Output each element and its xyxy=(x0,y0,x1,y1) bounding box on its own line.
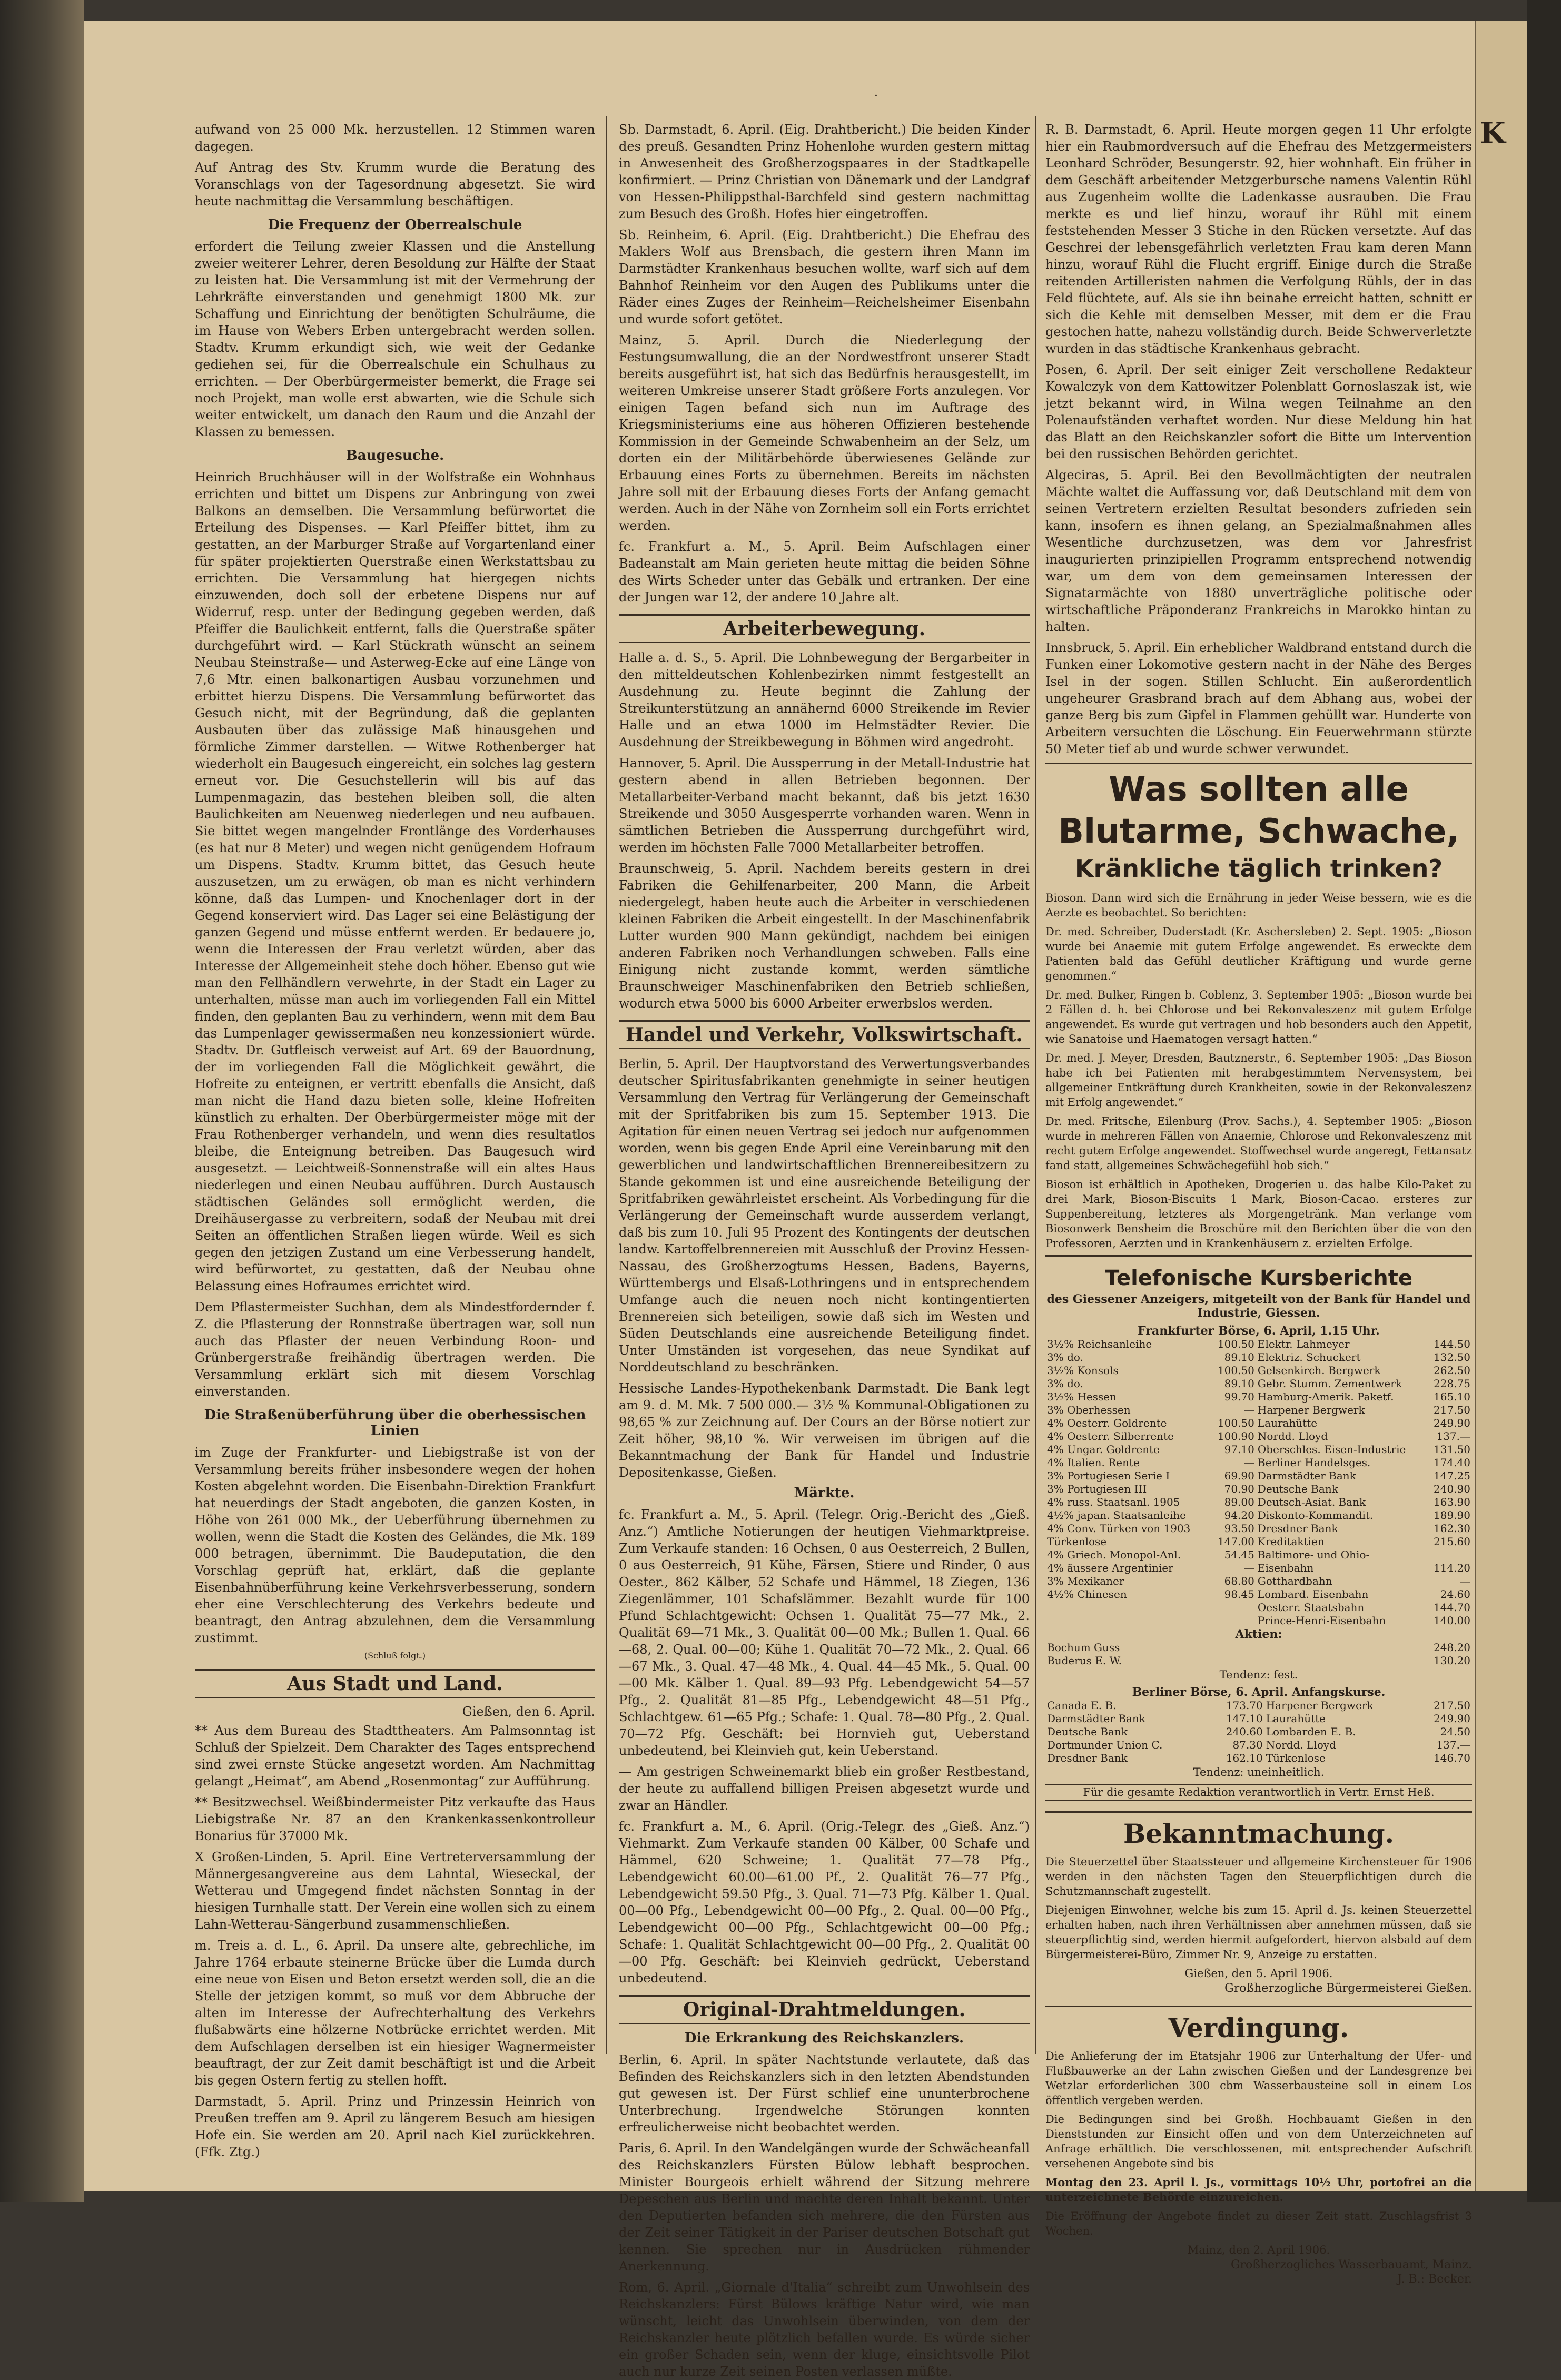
subheading: Die Erkrankung des Reichskanzlers. xyxy=(684,2030,964,2046)
subheading: Die Frequenz der Oberrealschule xyxy=(268,217,522,233)
table-row xyxy=(1045,1548,1472,1562)
table-cell: 4% Conv. Türken von 1903 xyxy=(1047,1522,1191,1535)
article-text: Dem Pflastermeister Suchhan, dem als Mindestfordernder f. Z. die Pflasterung der Ronnstraße übertragen war, soll nun auch das Pflaster der neuen Verbindung Roon- und Grünbergerstraße freihändig übertragen werden. Die Versammlung erklärt sich mit diesem Vorschlag einverstanden. xyxy=(195,1300,595,1399)
table-cell: 217.50 xyxy=(1434,1404,1470,1416)
table-cell: Canada E. B. xyxy=(1047,1699,1117,1712)
announcement-signature: Großherzogliche Bürgermeisterei Gießen. xyxy=(1224,1982,1472,1995)
table-cell: Berliner Handelsges. xyxy=(1257,1456,1371,1469)
tender-text: Die Bedingungen sind bei Großh. Hochbauamt Gießen in den Dienststunden zur Einsicht offen und von dem Unterzeichneten auf Anfrage erhältlich. Die verschlossenen, mit entsprechender Aufschrift versehenen Angebote sind bis xyxy=(1045,2113,1472,2170)
table-cell: 87.30 xyxy=(1232,1739,1263,1751)
table-row xyxy=(1045,1469,1472,1483)
table-row xyxy=(1045,1417,1472,1430)
table-cell: 147.10 xyxy=(1226,1712,1263,1725)
table-cell: 217.50 xyxy=(1434,1699,1470,1712)
table-cell: 4% Oesterr. Silberrente xyxy=(1047,1430,1174,1443)
table-row xyxy=(1045,1654,1472,1667)
subheading: Baugesuche. xyxy=(345,448,444,463)
table-cell: Lombard. Eisenbahn xyxy=(1257,1588,1369,1601)
table-row xyxy=(1045,1377,1472,1390)
table-cell: 147.00 xyxy=(1217,1535,1254,1548)
shares-table xyxy=(1045,1641,1472,1667)
table-row xyxy=(1045,1614,1472,1627)
table-row xyxy=(1045,1483,1472,1496)
table-row xyxy=(1045,1364,1472,1377)
table-cell: Nordd. Lloyd xyxy=(1266,1739,1336,1751)
column-rule xyxy=(606,116,607,2054)
table-cell: Laurahütte xyxy=(1257,1417,1318,1429)
table-cell: Darmstädter Bank xyxy=(1047,1712,1145,1725)
article-text: Halle a. d. S., 5. April. Die Lohnbewegung der Bergarbeiter in den mitteldeutschen Kohlenbezirken nimmt festgestellt an Ausdehnung zu. Heute beginnt die Zahlung der Streikunterstützung an annähernd 6000 Streikende im Revier Halle und an etwa 1000 im Helmstädter Revier. Die Ausdehnung der Streikbewegung in Böhmen wird angedroht. xyxy=(619,650,1030,749)
table-row xyxy=(1045,1338,1472,1351)
adjacent-page-letter: K xyxy=(1480,116,1506,151)
article-text: X Großen-Linden, 5. April. Eine Vertreterversammlung der Männergesangvereine aus dem Lahntal, Wieseckal, der Wetterau und Umgegend findet nächsten Sonntag in der hiesigen Turnhalle statt. Der Verein eine wollen sich zu einem Lahn-Wetterau-Sängerbund zusammenschließen. xyxy=(195,1850,595,1932)
table-cell: 137.— xyxy=(1436,1430,1470,1443)
article-text: Mainz, 5. April. Durch die Niederlegung der Festungsumwallung, die an der Nordwestfront unserer Stadt bereits ausgeführt ist, hat sich das Bedürfnis herausgestellt, im weiteren Umkreise unserer Stadt größere Forts anzulegen. Vor einigen Tagen befand sich nun im Auftrage des Kriegsministeriums eine aus höheren Offizieren bestehende Kommission in der Gemeinde Schwabenheim an der Selz, um dorten ein der Militärbehörde überwiesenes Gelände zur Erbauung eines Forts zu übernehmen. Bereits im nächsten Jahre soll mit der Erbauung dieses Forts der Anfang gemacht werden. Auch in der Nähe von Zornheim soll ein Forts errichtet werden. xyxy=(619,333,1030,533)
table-cell: Türkenlose xyxy=(1047,1535,1107,1548)
table-cell: 163.90 xyxy=(1434,1496,1470,1508)
article-text: Darmstadt, 5. April. Prinz und Prinzessin Heinrich von Preußen treffen am 9. April zu längerem Besuch am hiesigen Hofe ein. Sie werden am 20. April nach Kiel zurückkehren. (Ffk. Ztg.) xyxy=(195,2094,595,2159)
table-cell: 215.60 xyxy=(1434,1535,1470,1548)
table-row xyxy=(1045,1522,1472,1535)
table-cell: 130.20 xyxy=(1434,1654,1470,1667)
ad-subtitle: Kränkliche täglich trinken? xyxy=(1074,854,1443,883)
table-row xyxy=(1045,1496,1472,1509)
table-cell: Harpener Bergwerk xyxy=(1266,1699,1374,1712)
table-cell: 100.50 xyxy=(1217,1338,1254,1350)
ad-testimonial: Dr. med. J. Meyer, Dresden, Bautznerstr., 6. September 1905: „Das Bioson habe ich bei Patienten mit herabgestimmtem Nervensystem, bei allgemeiner Entkräftung durch Krankheiten, sowie in der Rekonvaleszenz mit Erfolg angewendet.“ xyxy=(1045,1052,1472,1109)
table-cell: Prince-Henri-Eisenbahn xyxy=(1257,1614,1386,1627)
table-cell: 249.90 xyxy=(1434,1417,1470,1429)
table-cell: 147.25 xyxy=(1434,1469,1470,1482)
stock-report-title: Telefonische Kursberichte xyxy=(1104,1266,1412,1290)
subheading: Märkte. xyxy=(794,1485,855,1501)
table-cell: 3½% Konsols xyxy=(1047,1364,1119,1377)
table-cell: 114.20 xyxy=(1434,1562,1470,1574)
table-row xyxy=(1045,1725,1472,1739)
article-text: Braunschweig, 5. April. Nachdem bereits gestern in drei Fabriken die Gehilfenarbeiter, 200 Mann, die Arbeit niedergelegt, haben heute auch die Arbeiter in verschiedenen kleinen Fabriken die Arbeit eingestellt. In der Maschinenfabrik Lutter wurden 900 Mann gekündigt, nachdem bei einigen anderen Fabriken noch Verhandlungen schweben. Falls eine Einigung nicht zustande kommt, werden sämtliche Braunschweiger Maschinenfabriken den Betrieb schließen, wodurch etwa 5000 bis 6000 Arbeiter erwerbslos werden. xyxy=(619,861,1030,1011)
table-cell: Eisenbahn xyxy=(1257,1562,1314,1574)
ad-text: Bioson ist erhältlich in Apotheken, Drogerien u. das halbe Kilo-Paket zu drei Mark, Bioson-Biscuits 1 Mark, Bioson-Cacao. ersteres zur Suppenbereitung, letzteres als Morgengetränk. Man verlange vom Biosonwerk Bensheim die Broschüre mit den Berichten über die von den Professoren, Aerzten und in Krankenhäusern z. erzielten Erfolge. xyxy=(1045,1178,1472,1250)
section-heading: Arbeiterbewegung. xyxy=(619,614,1030,643)
article-text: aufwand von 25 000 Mk. herzustellen. 12 Stimmen waren dagegen. xyxy=(195,122,595,154)
table-cell xyxy=(1427,1548,1472,1562)
adjacent-page-strip xyxy=(1475,21,1528,2191)
table-cell: Bochum Guss xyxy=(1047,1641,1120,1654)
table-cell: Hamburg-Amerik. Paketf. xyxy=(1257,1390,1394,1403)
table-cell: Laurahütte xyxy=(1266,1712,1326,1725)
table-cell: 89.00 xyxy=(1224,1496,1254,1508)
stock-report-subtitle: des Giessener Anzeigers, mitgeteilt von der Bank für Handel und Industrie, Giessen. xyxy=(1046,1292,1471,1320)
table-cell: 100.50 xyxy=(1217,1364,1254,1377)
table-cell: Darmstädter Bank xyxy=(1257,1469,1356,1482)
table-cell: Türkenlose xyxy=(1266,1752,1326,1764)
table-cell: 3% do. xyxy=(1047,1351,1083,1364)
table-row xyxy=(1045,1588,1472,1601)
article-text: — Am gestrigen Schweinemarkt blieb ein großer Restbestand, der heute zu auffallend billigen Preisen abgesetzt wurde und zwar an Händler. xyxy=(619,1764,1030,1813)
table-row xyxy=(1045,1712,1472,1725)
table-cell: 3% Portugiesen Serie I xyxy=(1047,1469,1170,1482)
table-cell: Diskonto-Kommandit. xyxy=(1257,1509,1374,1522)
ad-testimonial: Dr. med. Schreiber, Duderstadt (Kr. Aschersleben) 2. Sept. 1905: „Bioson wurde bei Anaemie mit gutem Erfolge angewendet. Es erweckte dem Patienten bald das Gefühl deutlicher Kräftigung und wurde gerne genommen.“ xyxy=(1045,925,1472,982)
table-cell: 131.50 xyxy=(1434,1443,1470,1456)
table-cell: 228.75 xyxy=(1434,1377,1470,1390)
table-cell: Elektr. Lahmeyer xyxy=(1257,1338,1350,1350)
continued-note: (Schluß folgt.) xyxy=(364,1651,426,1661)
ad-text: Bioson. Dann wird sich die Ernährung in jeder Weise bessern, wie es die Aerzte es beobachtet. So berichten: xyxy=(1045,892,1472,919)
table-cell: 262.50 xyxy=(1434,1364,1470,1377)
table-cell: 4% äussere Argentinier xyxy=(1047,1562,1173,1574)
section-heading: Aus Stadt und Land. xyxy=(195,1669,595,1698)
table-cell: 4% Italien. Rente xyxy=(1047,1456,1140,1469)
article-text: Berlin, 5. April. Der Hauptvorstand des Verwertungsverbandes deutscher Spiritusfabrikanten genehmigte in seiner heutigen Versammlung den Vertrag für Verlängerung der Gemeinschaft mit der Spritfabriken bis zum 15. September 1913. Die Agitation für einen neuen Vertrag sei jedoch nur aufgenommen worden, wenn bis gegen Ende April eine Vereinbarung mit den gewerblichen und landwirtschaftlichen Brennereibesitzern zu Stande gekommen ist und eine ausreichende Beteiligung der Spritfabriken gewährleistet erscheint. Als Vorbedingung für die Verlängerung der Gemeinschaft wurde ausserdem verlangt, daß bis zum 10. Juli 95 Prozent des Kontingents der deutschen landw. Kartoffelbrennereien mit Ausschluß der Provinz Hessen-Nassau, des Großherzogtums Hessen, Badens, Bayerns, Württembergs und Elsaß-Lothringens und in entsprechendem Umfange auch die neuen noch nicht kontingentierten Brennereien sich beteiligen, sowie daß sich im Westen und Süden Deutschlands eine ausreichende Beteiligung findet. Unter Umständen ist vorgesehen, das neue Syndikat auf Norddeutschland zu beschränken. xyxy=(619,1056,1030,1375)
table-row xyxy=(1045,1752,1472,1765)
table-cell: 100.90 xyxy=(1217,1430,1254,1443)
table-cell: 249.90 xyxy=(1434,1712,1470,1725)
table-row xyxy=(1045,1535,1472,1548)
page-fold-shadow xyxy=(0,0,84,2202)
table-cell: 173.70 xyxy=(1226,1699,1263,1712)
table-cell: 3% Oberhessen xyxy=(1047,1404,1131,1416)
announcement-date: Gießen, den 5. April 1906. xyxy=(1184,1967,1333,1980)
table-cell: 4% Ungar. Goldrente xyxy=(1047,1443,1160,1456)
tender-title: Verdingung. xyxy=(1045,2006,1472,2043)
frankfurt-exchange-heading: Frankfurter Börse, 6. April, 1.15 Uhr. xyxy=(1138,1324,1380,1338)
table-cell: 24.60 xyxy=(1440,1588,1470,1601)
table-cell: 144.70 xyxy=(1434,1601,1470,1614)
table-row xyxy=(1045,1575,1472,1588)
table-cell: 3% Mexikaner xyxy=(1047,1575,1124,1587)
table-cell: 89.10 xyxy=(1224,1351,1254,1364)
table-cell xyxy=(1045,1614,1211,1627)
table-cell xyxy=(1045,1601,1211,1614)
table-cell: Dresdner Bank xyxy=(1047,1752,1128,1764)
table-cell: — xyxy=(1460,1575,1470,1587)
ad-title: Was sollten alle Blutarme, Schwache, xyxy=(1058,770,1459,851)
article-text: Algeciras, 5. April. Bei den Bevollmächtigten der neutralen Mächte waltet die Auffassung vor, daß Deutschland mit dem von seinen Vertretern erzielten Resultat besonders zufrieden sein kann, insofern es ihnen gelang, an Spezialmaßnahmen alles Wesentliche durchzusetzen, was dem vor Jahresfrist inaugurierten prinzipiellen Programm entsprechend notwendig war, um dem von dem gemeinsamen Interessen der Signatarmächte von 1880 unverträgliche politische oder wirtschaftliche Präponderanz Frankreichs in Marokko hintan zu halten. xyxy=(1045,468,1472,634)
table-cell: Dresdner Bank xyxy=(1257,1522,1338,1535)
table-cell: Nordd. Lloyd xyxy=(1257,1430,1328,1443)
article-text: Hessische Landes-Hypothekenbank Darmstadt. Die Bank legt am 9. d. M. Mk. 7 500 000.— 3½ % Kommunal-Obligationen zu 98,65 % zur Zeichnung auf. Der Cours an der Börse notiert zur Zeit höher, 98,10 %. Wir verweisen im übrigen auf die Bekanntmachung der Bank für Handel und Industrie Depositenkasse, Gießen. xyxy=(619,1381,1030,1480)
table-cell: — xyxy=(1243,1404,1254,1416)
table-cell: Kreditaktien xyxy=(1257,1535,1325,1548)
table-cell: Gelsenkirch. Bergwerk xyxy=(1257,1364,1381,1377)
ad-testimonial: Dr. med. Fritsche, Eilenburg (Prov. Sachs.), 4. September 1905: „Bioson wurde in mehreren Fällen von Anaemie, Chlorose und Rekonvaleszenz mit recht gutem Erfolge angewendet. Stoffwechsel wurde angeregt, Fettansatz fand statt, allgemeines Schwächegefühl hob sich.“ xyxy=(1045,1115,1472,1172)
table-cell: Harpener Bergwerk xyxy=(1257,1404,1365,1416)
table-row xyxy=(1045,1404,1472,1417)
article-text: m. Treis a. d. L., 6. April. Da unsere alte, gebrechliche, im Jahre 1764 erbaute steinerne Brücke über die Lumda durch eine neue von Eisen und Beton ersetzt werden soll, die an die Stelle der jetzigen kommt, so muß vor dem Abbruche der alten im Interesse der Aufrechterhaltung des Verkehrs flußabwärts eine hölzerne Notbrücke errichtet werden. Mit dem Aufschlagen derselben ist ein hiesiger Wagnermeister beauftragt, der zur Zeit damit beschäftigt ist und die Arbeit bis gegen Ostern fertig zu stellen hofft. xyxy=(195,1938,595,2088)
announcement-title: Bekanntmachung. xyxy=(1045,1811,1472,1849)
page-marker: · xyxy=(874,90,878,103)
article-text: Posen, 6. April. Der seit einiger Zeit verschollene Redakteur Kowalczyk von dem Kattowitzer Polenblatt Gornoslaszak ist, wie jetzt bekannt wird, in Wilna wegen Teilnahme an den Polenaufständen verhaftet worden. Nur diese Meldung hin hat das Blatt an den Reichskanzler sofort die Bitte um Intervention bei den russischen Behörden gerichtet. xyxy=(1045,362,1472,461)
ad-testimonial: Dr. med. Bulker, Ringen b. Coblenz, 3. September 1905: „Bioson wurde bei 2 Fällen d. h. bei Chlorose und bei Rekonvaleszenz mit gutem Erfolge angewendet. Es wurde gut vertragen und hob besonders auch den Appetit, wie Sanatoise und Haematogen versagt hatten.“ xyxy=(1045,989,1472,1045)
market-tendency: Tendenz: fest. xyxy=(1219,1668,1298,1681)
table-row xyxy=(1045,1509,1472,1522)
article-text: fc. Frankfurt a. M., 6. April. (Orig.-Telegr. des „Gieß. Anz.“) Viehmarkt. Zum Verkaufe standen 00 Kälber, 00 Schafe und Hämmel, 620 Schweine; 1. Qualität 77—78 Pfg., Lebendgewicht 60.00—61.00 Pf., 2. Qualität 76—77 Pfg., Lebendgewicht 59.50 Pfg., 3. Qual. 71—73 Pfg. Kälber 1. Qual. 00—00 Pfg., Lebendgewicht 00—00 Pfg., 2. Qual. 00—00 Pfg., Lebendgewicht 00—00 Pfg., Schlachtgewicht 00—00 Pfg.; Schafe: 1. Qualität Schlachtgewicht 00—00 Pfg., 2. Qualität 00—00 Pfg. Geschäft: bei Kleinvieh gedrückt, Ueberstand unbedeutend. xyxy=(619,1819,1030,1986)
table-cell: Deutsche Bank xyxy=(1257,1483,1338,1495)
table-cell: 4½% Chinesen xyxy=(1047,1588,1127,1601)
article-text: Rom, 6. April. „Giornale d'Italia“ schreibt zum Unwohlsein des Reichskanzlers: Fürst Bülows kräftige Natur wird, wie man wünscht, leicht das Unwohlsein überwinden, von dem der Reichskanzler heute plötzlich befallen wurde. Es würde sicher ein großer Schaden sein, wenn der kluge, einsichtsvolle Pilot auch nur kurze Zeit seinen Posten verlassen müßte. xyxy=(619,2280,1030,2379)
table-cell: 240.90 xyxy=(1434,1483,1470,1495)
table-cell: Elektriz. Schuckert xyxy=(1257,1351,1361,1364)
table-row xyxy=(1045,1351,1472,1364)
column-2 xyxy=(619,121,1030,2379)
table-cell: 4% Griech. Monopol-Anl. xyxy=(1047,1548,1181,1561)
tender-text: Die Anlieferung der im Etatsjahr 1906 zur Unterhaltung der Ufer- und Flußbauwerke an der Lahn zwischen Gießen und der Landesgrenze bei Wetzlar erforderlichen 300 cbm Wasserbausteine soll in einem Los öffentlich vergeben werden. xyxy=(1045,2050,1472,2107)
table-cell: 3½% Reichsanleihe xyxy=(1047,1338,1152,1350)
table-cell: Baltimore- und Ohio- xyxy=(1257,1548,1370,1561)
table-row xyxy=(1045,1641,1472,1654)
article-text: im Zuge der Frankfurter- und Liebigstraße ist von der Versammlung bereits früher insbesondere wegen der hohen Kosten abgelehnt worden. Die Eisenbahn-Direktion Frankfurt hat neuerdings der Stadt angeboten, die ganzen Kosten, in Höhe von 261 000 Mk., der Ueberführung übernehmen zu wollen, wenn die Stadt die Kosten des Geländes, die Mk. 189 000 betragen, übernimmt. Die Baudeputation, die den Vorschlag geprüft hat, erklärt, daß die geplante Eisenbahnüberführung keine Verkehrsverbesserung, sondern eher eine Verschlechterung des Verkehrs bedeute und beantragt, den Antrag abzulehnen, dem die Versammlung zustimmt. xyxy=(195,1445,595,1645)
table-cell: 3½% Hessen xyxy=(1047,1390,1117,1403)
table-cell: Gebr. Stumm. Zementwerk xyxy=(1257,1377,1402,1390)
column-3 xyxy=(1045,121,1472,2286)
table-cell: Lombarden E. B. xyxy=(1266,1725,1356,1738)
article-text: ** Aus dem Bureau des Stadttheaters. Am Palmsonntag ist Schluß der Spielzeit. Dem Charakter des Tages entsprechend sind zwei ernste Stücke angesetzt worden. Am Nachmittag gelangt „Heimat“, am Abend „Rosenmontag“ zur Aufführung. xyxy=(195,1723,595,1789)
table-cell: Dortmunder Union C. xyxy=(1047,1739,1163,1751)
table-cell: 54.45 xyxy=(1224,1548,1254,1561)
tender-date: Mainz, den 2. April 1906. xyxy=(1187,2244,1330,2256)
article-text: Paris, 6. April. In den Wandelgängen wurde der Schwächeanfall des Reichskanzlers Fürsten Bülow lebhaft besprochen. Minister Bourgeois erhielt während der Sitzung mehrere Depeschen aus Berlin und machte deren Inhalt bekannt. Unter den Deputierten befanden sich mehrere, die den Fürsten aus der Zeit seiner Tätigkeit in der Pariser deutschen Botschaft gut kennen. Sie sprechen nur in Ausdrücken rühmender Anerkennung. xyxy=(619,2141,1030,2274)
section-heading: Handel und Verkehr, Volkswirtschaft. xyxy=(619,1020,1030,1049)
announcement-text: Diejenigen Einwohner, welche bis zum 15. April d. Js. keinen Steuerzettel erhalten haben, nach ihren Verhältnissen aber annehmen müssen, daß sie steuerpflichtig sind, werden hiermit aufgefordert, hiervon alsbald auf dem Bürgermeisterei-Büro, Zimmer Nr. 9, Anzeige zu erstatten. xyxy=(1045,1904,1472,1961)
column-1 xyxy=(195,121,595,2159)
table-cell: 174.40 xyxy=(1434,1456,1470,1469)
table-row xyxy=(1045,1443,1472,1456)
table-cell: 165.10 xyxy=(1434,1390,1470,1403)
article-text: ** Besitzwechsel. Weißbindermeister Pitz verkaufte das Haus Liebigstraße Nr. 87 an den Krankenkassenkontrolleur Bonarius für 37000 Mk. xyxy=(195,1795,595,1843)
table-cell: Oesterr. Staatsbahn xyxy=(1257,1601,1365,1614)
table-cell: 70.90 xyxy=(1224,1483,1254,1495)
article-text: Innsbruck, 5. April. Ein erheblicher Waldbrand entstand durch die Funken einer Lokomotive gestern nacht in der Nähe des Berges Isel in der sogen. Stillen Schlucht. Ein außerordentlich ungeheurer Grasbrand brach auf dem Abhang aus, wobei der ganze Berg bis zum Gipfel in Flammen gehüllt war. Hunderte von Arbeitern versuchten die Löschung. Ein Feuerwehrmann stürzte 50 Meter tief ab und wurde schwer verwundet. xyxy=(1045,640,1472,756)
table-cell: — xyxy=(1243,1562,1254,1574)
table-cell: 94.20 xyxy=(1224,1509,1254,1522)
table-row xyxy=(1045,1739,1472,1752)
table-cell: 24.50 xyxy=(1440,1725,1470,1738)
article-text: fc. Frankfurt a. M., 5. April. Beim Aufschlagen einer Badeanstalt am Main gerieten heute mittag die beiden Söhne des Wirts Scheder unter das Gebälk und ertranken. Der eine der Jungen war 12, der andere 10 Jahre alt. xyxy=(619,539,1030,605)
subheading: Die Straßenüberführung über die oberhessischen Linien xyxy=(204,1407,586,1439)
table-row xyxy=(1045,1601,1472,1614)
table-cell: 248.20 xyxy=(1434,1641,1470,1654)
section-heading: Original-Drahtmeldungen. xyxy=(619,1995,1030,2024)
table-row xyxy=(1045,1456,1472,1469)
table-cell: Deutsche Bank xyxy=(1047,1725,1128,1738)
announcement-text: Die Steuerzettel über Staatssteuer und allgemeine Kirchensteuer für 1906 werden in den nächsten Tagen den Steuerpflichtigen durch die Schutzmannschaft zugestellt. xyxy=(1045,1855,1472,1898)
table-cell: — xyxy=(1243,1456,1254,1469)
table-cell: 97.10 xyxy=(1224,1443,1254,1456)
shares-heading: Aktien: xyxy=(1235,1627,1282,1641)
article-text: Auf Antrag des Stv. Krumm wurde die Beratung des Voranschlags von der Tagesordnung abgesetzt. Sie wird heute nachmittag die Versammlung beschäftigen. xyxy=(195,160,595,209)
tender-text: Die Eröffnung der Angebote findet zu dieser Zeit statt. Zuschlagsfrist 3 Wochen. xyxy=(1045,2210,1472,2237)
table-cell xyxy=(1211,1614,1256,1627)
article-text: Hannover, 5. April. Die Aussperrung in der Metall-Industrie hat gestern abend in allen Betrieben begonnen. Der Metallarbeiter-Verband macht bekannt, daß bis jetzt 1630 Streikende und 3050 Ausgesperrte vorhanden waren. Wenn in sämtlichen Betrieben die Aussperrung durchgeführt wird, werden im höchsten Falle 7000 Metallarbeiter betroffen. xyxy=(619,756,1030,855)
table-cell: 137.— xyxy=(1436,1739,1470,1751)
table-cell: 240.60 xyxy=(1226,1725,1263,1738)
table-cell: Oberschles. Eisen-Industrie xyxy=(1257,1443,1406,1456)
table-cell: 100.50 xyxy=(1217,1417,1254,1429)
table-cell: 89.10 xyxy=(1224,1377,1254,1390)
scan-edge xyxy=(1527,0,1561,2202)
tender-signature: J. B.: Becker. xyxy=(1397,2273,1472,2286)
editorial-responsibility: Für die gesamte Redaktion verantwortlich in Vertr. Ernst Heß. xyxy=(1045,1784,1472,1801)
table-row xyxy=(1045,1390,1472,1404)
dateline: Gießen, den 6. April. xyxy=(462,1704,595,1719)
market-tendency: Tendenz: uneinheitlich. xyxy=(1193,1766,1325,1779)
table-cell: 98.45 xyxy=(1224,1588,1254,1601)
article-text: Sb. Darmstadt, 6. April. (Eig. Drahtbericht.) Die beiden Kinder des preuß. Gesandten Prinz Hohenlohe wurden gestern mittag in Anwesenheit des Großherzogspaares in der Stadtkapelle konfirmiert. — Prinz Christian von Dänemark und der Landgraf von Hessen-Philippsthal-Barchfeld sind gestern nachmittag zum Besuch des Großh. Hofes hier eingetroffen. xyxy=(619,122,1030,221)
berlin-exchange-heading: Berliner Börse, 6. April. Anfangskurse. xyxy=(1132,1685,1386,1699)
article-text: Sb. Reinheim, 6. April. (Eig. Drahtbericht.) Die Ehefrau des Maklers Wolf aus Brensbach, die gestern ihren Mann im Darmstädter Krankenhaus besuchen wollte, warf sich auf dem Bahnhof Reinheim vor den Augen des Publikums unter die Räder eines Zuges der Reinheim—Reichelsheimer Eisenbahn und wurde sofort getötet. xyxy=(619,228,1030,327)
frankfurt-exchange-table xyxy=(1045,1338,1472,1627)
table-cell: 162.10 xyxy=(1226,1752,1263,1764)
table-cell: 4% Oesterr. Goldrente xyxy=(1047,1417,1167,1429)
table-cell: 4½% japan. Staatsanleihe xyxy=(1047,1509,1186,1522)
table-cell: Buderus E. W. xyxy=(1047,1654,1122,1667)
table-cell: 189.90 xyxy=(1434,1509,1470,1522)
table-cell: 4% russ. Staatsanl. 1905 xyxy=(1047,1496,1180,1508)
table-cell: 140.00 xyxy=(1434,1614,1470,1627)
article-text: Berlin, 6. April. In später Nachtstunde verlautete, daß das Befinden des Reichskanzlers sich in den letzten Abendstunden gut gewesen ist. Der Fürst schlief eine ununterbrochene Unterbrechung. Irgendwelche Störungen konnten erfreulicherweise nicht beobachtet werden. xyxy=(619,2052,1030,2135)
table-cell: 146.70 xyxy=(1434,1752,1470,1764)
article-text: fc. Frankfurt a. M., 5. April. (Telegr. Orig.-Bericht des „Gieß. Anz.“) Amtliche Notierungen der heutigen Viehmarktpreise. Zum Verkaufe standen: 16 Ochsen, 0 aus Oesterreich, 2 Bullen, 0 aus Oesterreich, 91 Kühe, Färsen, Stiere und Rinder, 0 aus Oester., 862 Kälber, 52 Schafe und Hämmel, 18 Ziegen, 136 Ziegenlämmer, 101 Schafslämmer. Bezahlt wurde für 100 Pfund Schlachtgewicht: Ochsen 1. Qualität 75—77 Mk., 2. Qualität 69—71 Mk., 3. Qualität 00—00 Mk.; Bullen 1. Qual. 66—68, 2. Qual. 00—00; Kühe 1. Qualität 70—72 Mk., 2. Qual. 66—67 Mk., 3. Qual. 47—48 Mk., 4. Qual. 44—45 Mk., 5. Qual. 00—00 Mk. Kälber 1. Qual. 89—93 Pfg. Lebendgewicht 54—57 Pfg., 2. Qualität 81—85 Pfg., Lebendgewicht 48—51 Pfg., Schlachtgew. 61—65 Pfg.; Schafe: 1. Qual. 78—80 Pfg., 2. Qual. 70—72 Pfg. Geschäft: bei Hornvieh gut, Ueberstand unbedeutend, bei Kleinvieh gut, kein Ueberstand. xyxy=(619,1507,1030,1758)
table-cell: 162.30 xyxy=(1434,1522,1470,1535)
table-cell: 93.50 xyxy=(1224,1522,1254,1535)
table-row xyxy=(1045,1562,1472,1575)
table-row xyxy=(1045,1699,1472,1712)
table-cell: 3% do. xyxy=(1047,1377,1083,1390)
article-text: R. B. Darmstadt, 6. April. Heute morgen gegen 11 Uhr erfolgte hier ein Raubmordversuch auf die Ehefrau des Metzgermeisters Leonhard Schröder, Besungerstr. 92, hier wohnhaft. Ein früher in dem Geschäft arbeitender Metzgerbursche namens Valentin Rühl aus Zugenheim wollte die Ladenkasse ausrauben. Die Frau merkte es und lief hinzu, worauf ihr Rühl mit einem feststehenden Messer 3 Stiche in den Rücken versetzte. Auf das Geschrei der lebensgefährlich verletzten Frau kam deren Mann hinzu, worauf Rühl die Flucht ergriff. Einige durch die Straße reitenden Artilleristen nahmen die Verfolgung Rühls, der in das Feld flüchtete, auf. Als sie ihn beinahe erreicht hatten, schnitt er sich die Kehle mit demselben Messer, mit dem er die Frau gestochen hatte, nahezu vollständig durch. Beide Schwerverletzte wurden in das städtische Krankenhaus gebracht. xyxy=(1045,122,1472,356)
tender-deadline: Montag den 23. April l. Js., vormittags 10½ Uhr, portofrei an die unterzeichnete Behörde einzureichen. xyxy=(1045,2176,1472,2204)
table-cell xyxy=(1211,1601,1256,1614)
berlin-exchange-table xyxy=(1045,1699,1472,1765)
tender-signature: Großherzogliches Wasserbauamt, Mainz. xyxy=(1230,2258,1472,2272)
table-cell: 69.90 xyxy=(1224,1469,1254,1482)
table-cell: 132.50 xyxy=(1434,1351,1470,1364)
table-cell: Deutsch-Asiat. Bank xyxy=(1257,1496,1366,1508)
table-cell: 99.70 xyxy=(1224,1390,1254,1403)
article-text: Heinrich Bruchhäuser will in der Wolfstraße ein Wohnhaus errichten und bittet um Dispens zur Anbringung von zwei Balkons an demselben. Die Versammlung befürwortet die Erteilung des Dispenses. — Karl Pfeiffer bittet, ihm zu gestatten, an der Marburger Straße auf Vorgartenland einer für später projektierten Querstraße einen Werkstattsbau zu errichten. Die Versammlung hat hiergegen nichts einzuwenden, doch soll der erbetene Dispens nur auf Widerruf, resp. unter der Bedingung gegeben werden, daß Pfeiffer die Baulichkeit entfernt, falls die Querstraße später durchgeführt wird. — Karl Stückrath wünscht an seinem Neubau Steinstraße— und Asterweg-Ecke auf eine Länge von 7,6 Mtr. einen balkonartigen Ausbau vorzunehmen und erbittet hierzu Dispens. Die Versammlung befürwortet das Gesuch nicht, mit der Begründung, daß die geplanten Ausbauten über das zulässige Maß hinausgehen und förmliche Zimmer darstellen. — Witwe Rothenberger hat wiederholt ein Baugesuch eingereicht, ein solches lag gestern erneut vor. Die Gesuchstellerin will bis auf das Lumpenmagazin, das bestehen bleiben soll, die alten Baulichkeiten am Neuenweg niederlegen und neu aufbauen. Sie bittet wegen mangelnder Frontlänge des Vorderhauses (es hat nur 8 Meter) und wegen nicht genügendem Hofraum um Dispens. Stadtv. Krumm bittet, das Gesuch heute auszusetzen, um zu erwägen, ob man es nicht verhindern könne, daß das Lumpen- und Knochenlager dort in der Gegend konserviert wird. Das Lager sei eine Belästigung der ganzen Gegend und müsse entfernt werden. Er bedauere jo, wenn die Interessen der Frau verletzt würden, aber das Interesse der Allgemeinheit stehe doch höher. Ebenso gut wie man den Fellhändlern verwehrte, in der Stadt ein Lager zu unterhalten, müsse man auch im vorliegenden Fall ein Mittel finden, den geplanten Bau zu verhindern, wenn mit dem Bau das Lumpenlager gewissermaßen neu konzessioniert würde. Stadtv. Dr. Gutfleisch verweist auf Art. 69 der Bauordnung, der im vorliegenden Fall die Möglichkeit gewährt, die Hofreite zu enteignen, er vertritt ebenfalls die Ansicht, daß man nicht die Hand dazu bieten solle, kleine Hofreiten künstlich zu erhalten. Der Oberbürgermeister möge mit der Frau Rothenberger verhandeln, und wenn dies resultatlos bleibe, die Enteignung betreiben. Das Baugesuch wird ausgesetzt. — Leichtweiß-Sonnenstraße will ein altes Haus niederlegen und einen Neubau aufführen. Durch Austausch städtischen Geländes soll ermöglicht werden, die Dreihäusergasse zu verbreitern, sodaß der Neubau mit drei Seiten an öffentlichen Straßen liegen würde. Weil es sich gegen den jetzigen Zustand um eine Verbesserung handelt, wird befürwortet, zu gestatten, daß der Neubau ohne Belassung eines Hofraumes errichtet wird. xyxy=(195,470,595,1293)
column-rule xyxy=(1035,116,1036,2054)
table-row xyxy=(1045,1430,1472,1443)
article-text: erfordert die Teilung zweier Klassen und die Anstellung zweier weiterer Lehrer, deren Besoldung zur Hälfte der Staat zu leisten hat. Die Versammlung ist mit der Vermehrung der Lehrkräfte einverstanden und genehmigt 1800 Mk. zur Schaffung und Einrichtung der benötigten Schulräume, die im Hause von Webers Erben untergebracht werden sollen. Stadtv. Krumm erkundigt sich, wie weit der Gedanke gediehen sei, für die Oberrealschule ein Schulhaus zu errichten. — Der Oberbürgermeister bemerkt, die Frage sei noch Projekt, man wolle erst abwarten, wie die Schule sich weiter entwickelt, um danach den Raum und die Anzahl der Klassen zu bemessen. xyxy=(195,239,595,439)
table-cell: 68.80 xyxy=(1224,1575,1254,1587)
table-cell: Gotthardbahn xyxy=(1257,1575,1332,1587)
table-cell: 3% Portugiesen III xyxy=(1047,1483,1147,1495)
table-cell: 144.50 xyxy=(1434,1338,1470,1350)
bioson-advertisement xyxy=(1045,763,1472,1257)
